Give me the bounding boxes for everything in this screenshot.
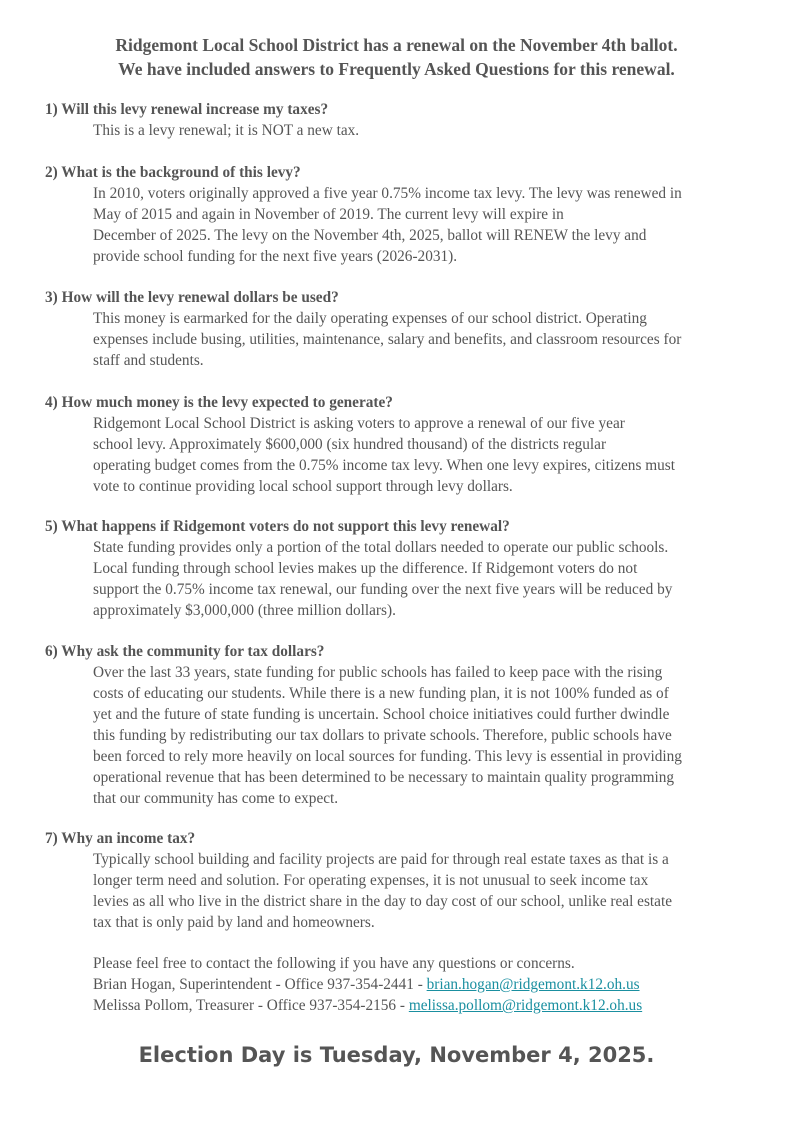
- faq-answer-3: [93, 308, 681, 371]
- answer-line: In 2010, voters originally approved a five year 0.75% income tax levy. The levy was renewed in: [93, 185, 682, 202]
- answer-line: yet and the future of state funding is uncertain. School choice initiatives could further dwindle: [93, 706, 670, 723]
- answer-line: this funding by redistributing our tax dollars to private schools. Therefore, public schools have: [93, 727, 672, 744]
- treasurer-info: Melissa Pollom, Treasurer - Office 937-354-2156 -: [93, 997, 409, 1014]
- header-line-2: We have included answers to Frequently Asked Questions for this renewal.: [118, 59, 675, 79]
- faq-answer-2: [93, 183, 682, 267]
- contact-treasurer: [93, 995, 642, 1016]
- faq-question-6: 6) Why ask the community for tax dollars?: [45, 643, 325, 660]
- answer-line: May of 2015 and again in November of 2019. The current levy will expire in: [93, 206, 564, 223]
- answer-line: costs of educating our students. While there is a new funding plan, it is not 100% funded as of: [93, 685, 669, 702]
- answer-line: operational revenue that has been determined to be necessary to maintain quality programming: [93, 769, 675, 786]
- faq-question-7: 7) Why an income tax?: [45, 830, 196, 847]
- answer-line: Ridgemont Local School District is asking voters to approve a renewal of our five year: [93, 415, 625, 432]
- faq-answer-1: [93, 120, 359, 141]
- faq-question-2: 2) What is the background of this levy?: [45, 164, 301, 181]
- faq-question-5: 5) What happens if Ridgemont voters do not support this levy renewal?: [45, 518, 510, 535]
- treasurer-email-link[interactable]: melissa.pollom@ridgemont.k12.oh.us: [408, 997, 643, 1014]
- header-line-1: Ridgemont Local School District has a renewal on the November 4th ballot.: [115, 35, 678, 55]
- contact-intro: Please feel free to contact the following if you have any questions or concerns.: [93, 955, 575, 972]
- faq-question-3: 3) How will the levy renewal dollars be used?: [45, 289, 339, 306]
- answer-line: tax that is only paid by land and homeowners.: [93, 914, 375, 931]
- answer-line: State funding provides only a portion of the total dollars needed to operate our public schools.: [93, 539, 669, 556]
- faq-answer-4: [93, 413, 675, 497]
- answer-line: provide school funding for the next five years (2026-2031).: [93, 248, 458, 265]
- answer-line: Typically school building and facility projects are paid for through real estate taxes as that is a: [93, 851, 669, 868]
- answer-line: December of 2025. The levy on the November 4th, 2025, ballot will RENEW the levy and: [93, 227, 647, 244]
- answer-line: staff and students.: [93, 352, 204, 369]
- answer-line: This is a levy renewal; it is NOT a new tax.: [93, 122, 360, 139]
- contact-superintendent: [93, 974, 642, 995]
- answer-line: vote to continue providing local school support through levy dollars.: [93, 478, 513, 495]
- answer-line: levies as all who live in the district share in the day to day cost of our school, unlike real estate: [93, 893, 672, 910]
- election-day-banner: Election Day is Tuesday, November 4, 2025.: [138, 1043, 655, 1067]
- faq-question-1: 1) Will this levy renewal increase my taxes?: [45, 101, 329, 118]
- answer-line: expenses include busing, utilities, maintenance, salary and benefits, and classroom resources for: [93, 331, 682, 348]
- answer-line: Local funding through school levies makes up the difference. If Ridgemont voters do not: [93, 560, 638, 577]
- answer-line: This money is earmarked for the daily operating expenses of our school district. Operating: [93, 310, 647, 327]
- superintendent-email-link[interactable]: brian.hogan@ridgemont.k12.oh.us: [426, 976, 640, 993]
- answer-line: operating budget comes from the 0.75% income tax levy. When one levy expires, citizens must: [93, 457, 675, 474]
- faq-answer-6: [93, 662, 682, 809]
- answer-line: been forced to rely more heavily on local sources for funding. This levy is essential in providing: [93, 748, 682, 765]
- answer-line: support the 0.75% income tax renewal, our funding over the next five years will be reduced by: [93, 581, 673, 598]
- answer-line: longer term need and solution. For operating expenses, it is not unusual to seek income tax: [93, 872, 649, 889]
- answer-line: Over the last 33 years, state funding for public schools has failed to keep pace with the rising: [93, 664, 663, 681]
- faq-answer-7: [93, 849, 672, 933]
- superintendent-info: Brian Hogan, Superintendent - Office 937-354-2441 -: [93, 976, 427, 993]
- answer-line: that our community has come to expect.: [93, 790, 339, 807]
- answer-line: school levy. Approximately $600,000 (six hundred thousand) of the districts regular: [93, 436, 607, 453]
- faq-question-4: 4) How much money is the levy expected to generate?: [45, 394, 393, 411]
- faq-answer-5: [93, 537, 672, 621]
- answer-line: approximately $3,000,000 (three million dollars).: [93, 602, 396, 619]
- contact-section: [93, 953, 642, 1016]
